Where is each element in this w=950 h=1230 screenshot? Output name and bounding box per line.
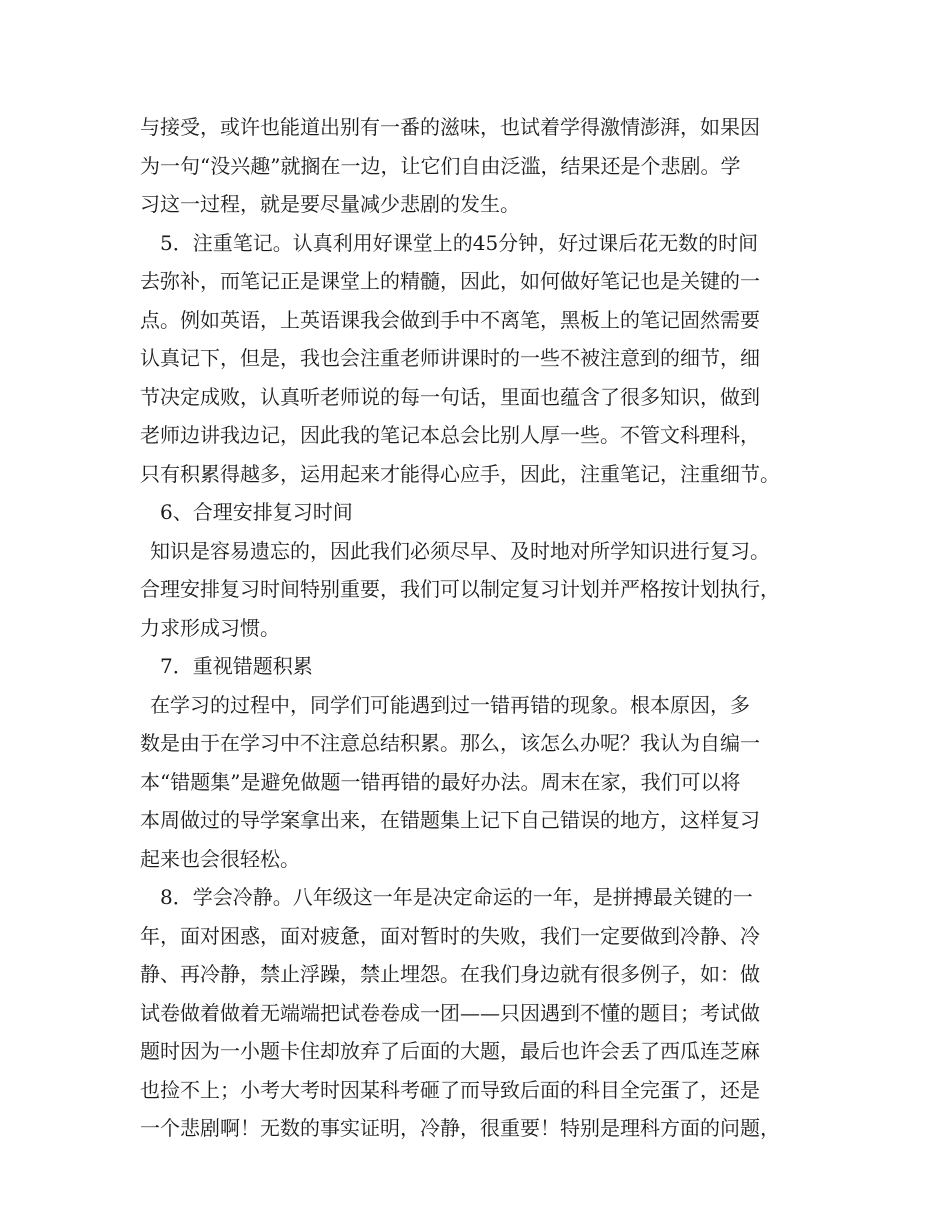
text-line: 为一句“没兴趣”就搁在一边，让它们自由泛滥，结果还是个悲剧。学	[140, 153, 741, 178]
text-line: 在学习的过程中，同学们可能遇到过一错再错的现象。根本原因，多	[150, 692, 750, 717]
body-text	[140, 108, 830, 1148]
text-line: 习这一过程，就是要尽量减少悲剧的发生。	[140, 192, 520, 216]
text-line: 与接受，或许也能道出别有一番的滋味，也试着学得激情澎湃，如果因	[140, 115, 760, 139]
text-line: 数是由于在学习中不注意总结积累。那么，该怎么办呢？我认为自编一	[140, 731, 760, 755]
text-line: 年，面对困惑，面对疲惫，面对暂时的失败，我们一定要做到冷静、冷	[140, 923, 760, 948]
section-6-heading: 6、合理安排复习时间	[160, 500, 353, 524]
section-5-heading-line: 5．注重笔记。认真利用好课堂上的45分钟，好过课后花无数的时间	[160, 230, 759, 255]
text-line: 也捡不上；小考大考时因某科考砸了而导致后面的科目全完蛋了，还是	[140, 1077, 760, 1102]
text-line: 力求形成习惯。	[140, 615, 280, 640]
text-line: 老师边讲我边记，因此我的笔记本总会比别人厚一些。不管文科理科，	[140, 423, 760, 447]
text-line: 去弥补，而笔记正是课堂上的精髓，因此，如何做好笔记也是关键的一	[140, 269, 760, 293]
text-line: 起来也会很轻松。	[140, 846, 300, 871]
text-line: 题时因为一小题卡住却放弃了后面的大题，最后也许会丢了西瓜连芝麻	[140, 1039, 760, 1063]
text-line: 本周做过的导学案拿出来，在错题集上记下自己错误的地方，这样复习	[140, 808, 760, 832]
text-line: 点。例如英语，上英语课我会做到手中不离笔，黑板上的笔记固然需要	[140, 307, 760, 332]
text-line: 只有积累得越多，运用起来才能得心应手，因此，注重笔记，注重细节。	[140, 461, 780, 486]
text-line: 本“错题集”是避免做题一错再错的最好办法。周末在家，我们可以将	[140, 769, 741, 794]
text-line: 知识是容易遗忘的，因此我们必须尽早、及时地对所学知识进行复习。	[150, 538, 770, 563]
section-8-heading-line: 8．学会冷静。八年级这一年是决定命运的一年，是拼搏最关键的一	[160, 885, 753, 909]
text-line: 试卷做着做着无端端把试卷卷成一团——只因遇到不懂的题目；考试做	[140, 1000, 760, 1025]
text-line: 合理安排复习时间特别重要，我们可以制定复习计划并严格按计划执行，	[140, 577, 780, 601]
text-line: 节决定成败，认真听老师说的每一句话，里面也蕴含了很多知识，做到	[140, 384, 760, 409]
text-line: 一个悲剧啊！无数的事实证明，冷静，很重要！特别是理科方面的问题，	[140, 1116, 780, 1140]
section-7-heading: 7．重视错题积累	[160, 654, 313, 678]
text-line: 静、再冷静，禁止浮躁，禁止埋怨。在我们身边就有很多例子，如：做	[140, 962, 760, 986]
text-line: 认真记下，但是，我也会注重老师讲课时的一些不被注意到的细节，细	[140, 346, 760, 370]
